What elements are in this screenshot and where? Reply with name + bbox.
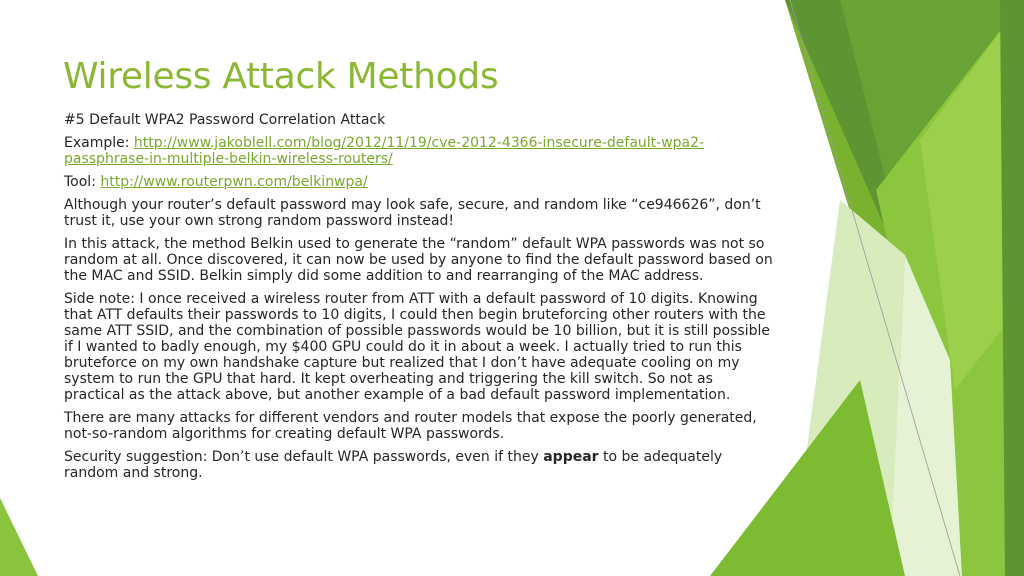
paragraph-belkin-method: In this attack, the method Belkin used to generate the “random” default WPA passwords was not so random at all. Once discovered, it can now be used by anyone to find the default password based on the MAC and SSID. Belkin simply did some addition to and rearranging of the MAC address. (64, 236, 773, 284)
slide-title: Wireless Attack Methods (63, 56, 499, 97)
paragraph-side-note: Side note: I once received a wireless router from ATT with a default password of 10 digits. Knowing that ATT defaults their passwords to 10 digits, I could then begin bruteforcing other routers with the same ATT SSID, and the combination of possible passwords would be 10 billion, but it is still possible if I wanted to badly enough, my $400 GPU could do it in about a week. I actually tried to run this bruteforce on my own handshake capture but realized that I don’t have adequate cooling on my system to run the GPU that hard. It kept overheating and triggering the kill switch. So not as practical as the attack above, but another example of a bad default password implementation. (64, 291, 770, 403)
slide-body (64, 112, 776, 488)
example-label: Example: (64, 135, 134, 151)
security-suggestion (64, 449, 776, 481)
tool-line (64, 174, 776, 190)
tool-link[interactable]: http://www.routerpwn.com/belkinwpa/ (100, 174, 368, 190)
suggestion-emphasis: appear (543, 449, 599, 465)
example-link[interactable]: http://www.jakoblell.com/blog/2012/11/19/cve-2012-4366-insecure-default-wpa2-passphrase-in-multiple-belkin-wireless-routers/ (64, 135, 705, 167)
paragraph-default-password: Although your router’s default password may look safe, secure, and random like “ce946626”, don’t trust it, use your own strong random password instead! (64, 197, 761, 229)
left-corner-shape (0, 498, 38, 576)
attack-heading: #5 Default WPA2 Password Correlation Attack (64, 112, 386, 128)
example-line (64, 135, 776, 167)
paragraph-vendor-attacks: There are many attacks for different vendors and router models that expose the poorly generated, not-so-random algorithms for creating default WPA passwords. (64, 410, 757, 442)
suggestion-suffix: to be adequately random and strong. (64, 449, 723, 481)
tool-label: Tool: (64, 174, 101, 190)
suggestion-prefix: Security suggestion: Don’t use default WPA passwords, even if they (64, 449, 544, 465)
